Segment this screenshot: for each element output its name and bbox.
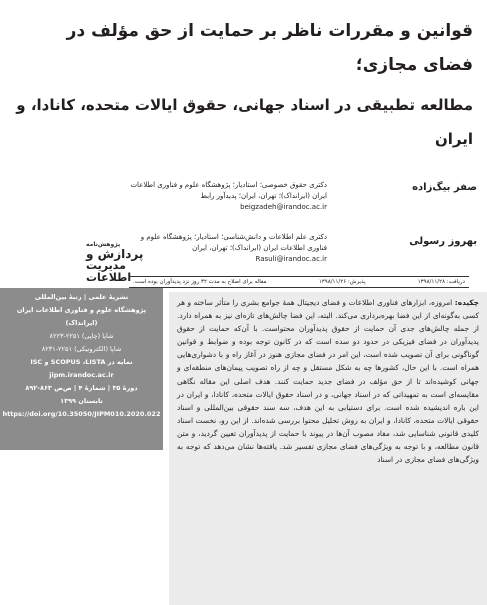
revision-note: مقاله برای اصلاح به مدت ۳۲ روز نزد پدیدآوران بوده است. bbox=[133, 279, 267, 285]
indexing: نمایه در SCOPUS ،LISTA و ISC bbox=[30, 358, 133, 366]
author-email-2[interactable]: Rasuli@irandoc.ac.ir bbox=[255, 255, 327, 263]
author-name-1: صفر بیگ‌زاده bbox=[412, 182, 477, 193]
author-name-2: بهروز رسولی bbox=[409, 236, 477, 247]
author-affiliation-2 bbox=[127, 232, 327, 265]
paper-title-line2: مطالعه تطبیقی در اسناد جهانی، حقوق ایالات متحده، کانادا، و ایران bbox=[16, 96, 473, 148]
issue-season: تابستان ۱۳۹۹ bbox=[60, 397, 103, 405]
abstract-text: امروزه، ابزارهای فناوری اطلاعات و فضای دیجیتال همهٔ جوامع بشری را متأثر ساخته و هر کسی به‌گونه‌ای از این فضا بهره‌برداری می‌کند. البته، این فضا چالش‌های تازه‌ای نیز به همراه دارد. از جمله چالش‌های جدی آن حمایت از حقوق پدیدآوران محتواست. با آن‌که حمایت از حقوق پدیدآوران در فضای فیزیکی در حدود دو سده است که در کانون توجه بوده و ضوابط و قوانین گوناگونی برای آن تصویب شده است، این امر در فضای مجازی هنوز در آغاز راه و با دشواری‌هایی همراه است. با این حال، کشورها چه به شکل مستقل و چه از راه تصویب پیمان‌های منطقه‌ای و جهانی کوشیده‌اند تا از حق مؤلف در فضای جدید حمایت کنند. هدف اصلی این مقاله نگاهی مقایسه‌ای است به تمهیداتی که در اسناد جهانی، و در اسناد حقوق ایالات متحده، کانادا، و ایران در این باره اندیشیده شده است. برای دستیابی به این هدف، سه سند حقوقی بین‌المللی و اسناد حقوقی ایالات متحده، کانادا، و ایران به روش تحلیل محتوا بررسی شده‌اند. از این رو، نخست اسناد کلیدی قانونی شناسایی شد، مفاد مصوب آن‌ها در پیوند با حمایت از پدیدآوران تعیین گردید، و متن قانون مطالعه، و با توجه به ویژگی‌های فضای مجازی تفسیر شد. یافته‌ها نشان می‌دهد که توجه به ویژگی‌های فضای مجازی در اسناد bbox=[177, 298, 479, 465]
journal-rank: نشریهٔ علمی | رتبهٔ بین‌المللی bbox=[34, 293, 129, 301]
logo-line4: اطلاعات bbox=[86, 271, 132, 284]
affiliation-text: دکتری علم اطلاعات و دانش‌شناسی؛ استادیار؛ پژوهشگاه علوم و فناوری اطلاعات ایران (ایرانداک)؛ تهران، ایران bbox=[140, 233, 327, 252]
affiliation-text: دکتری حقوق خصوصی؛ استادیار؛ پژوهشگاه علوم و فناوری اطلاعات ایران (ایرانداک)؛ تهران، ایران؛ پدیدآور رابط bbox=[130, 181, 327, 200]
issn-online: شاپا (الکترونیکی) ۲۲۵۱-۸۲۳۱ bbox=[41, 345, 122, 353]
author-affiliation-1 bbox=[127, 180, 327, 213]
logo-line2: پردازش و bbox=[86, 247, 144, 261]
publisher: پژوهشگاه علوم و فناوری اطلاعات ایران bbox=[16, 306, 147, 314]
author-email-1[interactable]: beigzadeh@irandoc.ac.ir bbox=[240, 203, 327, 211]
journal-website[interactable]: jipm.irandoc.ac.ir bbox=[49, 371, 114, 379]
logo-line3: مدیریت bbox=[86, 259, 126, 272]
article-dates-bar bbox=[129, 276, 469, 288]
logo-line1: پژوهش‌نامه bbox=[86, 241, 121, 248]
abstract-box bbox=[169, 292, 487, 605]
accepted-date: پذیرش: ۱۳۹۸/۱۱/۲۶ bbox=[318, 279, 366, 285]
paper-title-line1: قوانین و مقررات ناظر بر حمایت از حق مؤلف در فضای مجازی؛ bbox=[66, 21, 473, 75]
abstract-label: چکیده: bbox=[454, 298, 479, 307]
received-date: دریافت: ۱۳۹۸/۱۱/۲۸ bbox=[417, 279, 465, 285]
issn-print: شاپا (چاپی) ۲۲۵۱-۸۲۲۳ bbox=[49, 332, 114, 340]
journal-info-box bbox=[0, 288, 163, 450]
volume-issue-pages: دورهٔ ۳۵ | شمارهٔ ۴ | ص‌ص ۸۶۳-۸۹۲ bbox=[25, 384, 138, 392]
publisher-abbrev: (ایرانداک) bbox=[65, 319, 98, 327]
doi-link[interactable]: https://doi.org/10.35050/JIPM010.2020.022 bbox=[2, 410, 161, 418]
journal-logo bbox=[16, 238, 144, 284]
